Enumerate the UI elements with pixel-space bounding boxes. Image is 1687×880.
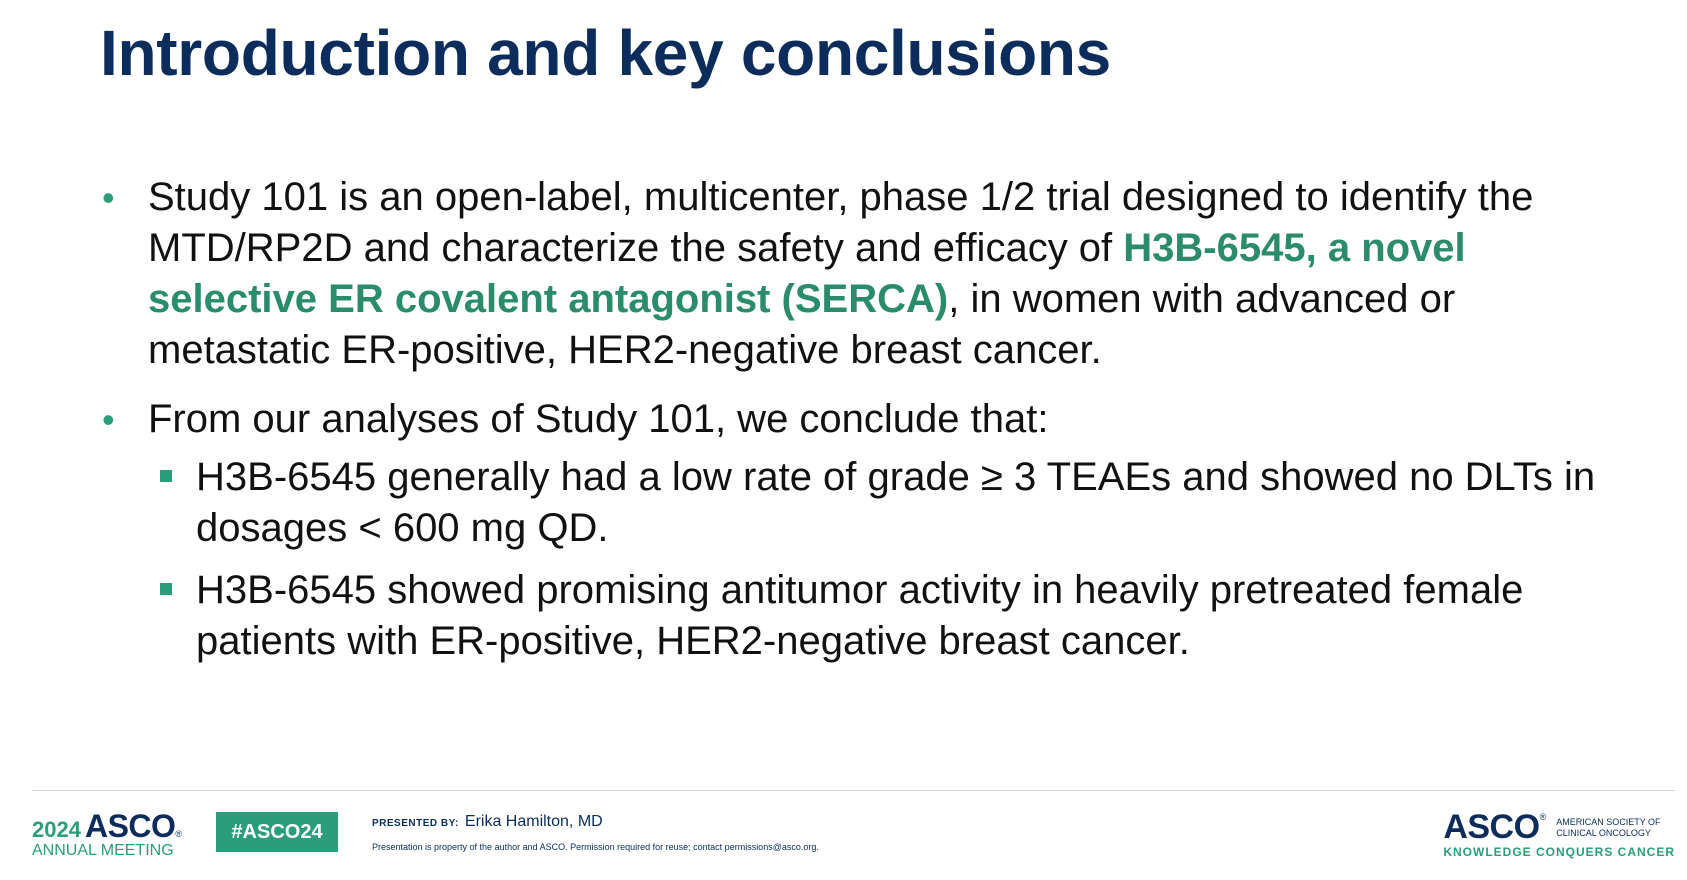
bullet-1-text-end: , in women with advanced or metastatic ER-positive, HER2-negative breast cancer. [148, 277, 1456, 372]
bullet-list [100, 172, 1600, 667]
logo-reg-mark: ® [175, 829, 183, 839]
drug-highlight: H3B-6545, a novel selective ER covalent antagonist (SERCA) [148, 226, 1466, 321]
footer-divider [32, 790, 1675, 791]
slide-title: Introduction and key conclusions [100, 17, 1111, 89]
logo-year: 2024 [32, 817, 81, 842]
society-name-line2: CLINICAL ONCOLOGY [1556, 827, 1651, 838]
presented-by-label: PRESENTED BY: [372, 818, 459, 829]
bullet-item-2 [100, 394, 1600, 445]
presenter-line [372, 813, 603, 831]
logo-tagline: KNOWLEDGE CONQUERS CANCER [1443, 845, 1675, 859]
asco-society-logo [1443, 808, 1675, 859]
square-bullet-icon [160, 470, 172, 482]
logo-asco: ASCO [84, 808, 176, 844]
sub-bullet-1-text: H3B-6545 generally had a low rate of grade ≥ 3 TEAEs and showed no DLTs in dosages < 600 mg QD. [196, 455, 1596, 550]
logo-annual-meeting: ANNUAL MEETING [32, 842, 174, 859]
bullet-1-text: Study 101 is an open-label, multicenter, phase 1/2 trial designed to identify the MTD/RP2D and characterize the safety and efficacy of [148, 175, 1534, 270]
hashtag-badge: #ASCO24 [216, 812, 338, 852]
bullet-dot-icon: • [102, 399, 115, 440]
bullet-item-1 [100, 172, 1600, 376]
society-name [1556, 817, 1660, 839]
logo-asco-right: ASCO [1443, 808, 1540, 846]
sub-bullet-list [100, 452, 1600, 667]
copyright-disclaimer: Presentation is property of the author and ASCO. Permission required for reuse; contact permissions@asco.org. [372, 842, 819, 852]
bullet-dot-icon: • [102, 177, 115, 218]
logo-reg-mark-right: ® [1539, 812, 1547, 822]
square-bullet-icon [160, 583, 172, 595]
asco-annual-meeting-logo [32, 808, 182, 860]
sub-bullet-2-text: H3B-6545 showed promising antitumor activity in heavily pretreated female patients with ER-positive, HER2-negative breast cancer. [196, 568, 1524, 663]
sub-bullet-item-2 [100, 565, 1600, 667]
bullet-2-text: From our analyses of Study 101, we conclude that: [148, 397, 1049, 441]
society-name-line1: AMERICAN SOCIETY OF [1556, 816, 1661, 827]
sub-bullet-item-1 [100, 452, 1600, 554]
presenter-name: Erika Hamilton, MD [464, 813, 603, 830]
